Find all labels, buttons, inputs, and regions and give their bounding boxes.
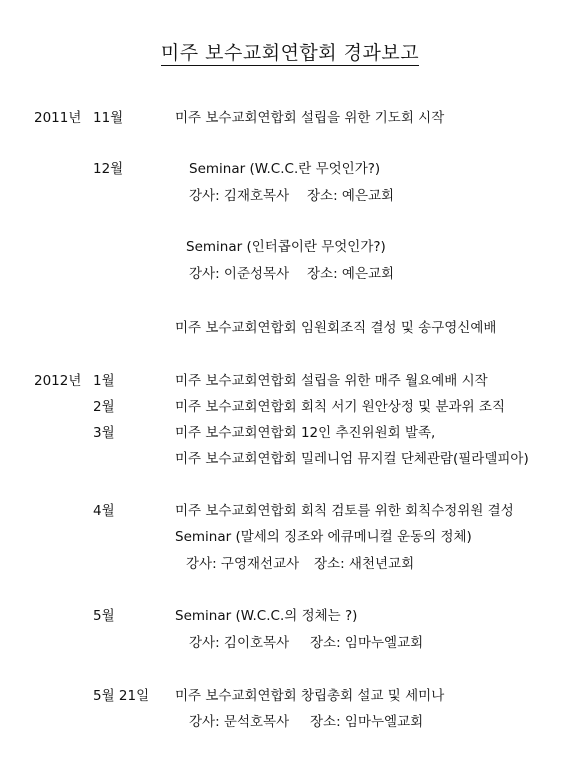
entry-text-continued: Seminar (말세의 징조와 에큐메니컬 운동의 정체) [175, 529, 472, 545]
month-label: 3월 [93, 425, 115, 441]
entry-text: Seminar (인터콥이란 무엇인가?) [186, 239, 386, 255]
entry-text: Seminar (W.C.C.란 무엇인가?) [189, 161, 381, 177]
month-label: 1월 [93, 373, 115, 389]
entry-text: 미주 보수교회연합회 설립을 위한 매주 월요예배 시작 [175, 373, 488, 389]
month-label: 2월 [93, 399, 115, 415]
month-label: 5월 [93, 608, 115, 624]
lecturer-text: 강사: 김이호목사 [189, 635, 290, 651]
entry-text: 미주 보수교회연합회 회칙 서기 원안상정 및 분과위 조직 [175, 399, 505, 415]
venue-text: 장소: 예은교회 [307, 188, 395, 204]
lecturer-text: 강사: 김재호목사 [189, 188, 290, 204]
entry-text: 미주 보수교회연합회 12인 추진위원회 발족, [175, 425, 436, 441]
document-title: 미주 보수교회연합회 경과보고 [160, 42, 420, 64]
entry-text: Seminar (W.C.C.의 정체는 ?) [175, 608, 358, 624]
venue-text: 장소: 새천년교회 [314, 556, 415, 572]
month-label: 5월 21일 [93, 688, 150, 704]
year-label: 2011년 [34, 110, 82, 126]
entry-text: 미주 보수교회연합회 임원회조직 결성 및 송구영신예배 [175, 320, 497, 336]
entry-text: 미주 보수교회연합회 설립을 위한 기도회 시작 [175, 110, 445, 126]
month-label: 12월 [93, 161, 124, 177]
venue-text: 장소: 예은교회 [307, 266, 395, 282]
lecturer-text: 강사: 문석호목사 [189, 714, 290, 730]
entry-text: 미주 보수교회연합회 회칙 검토를 위한 회칙수정위원 결성 [175, 503, 514, 519]
month-label: 4월 [93, 503, 115, 519]
lecturer-text: 강사: 이준성목사 [189, 266, 290, 282]
year-label: 2012년 [34, 373, 82, 389]
entry-text: 미주 보수교회연합회 창립총회 설교 및 세미나 [175, 688, 445, 704]
lecturer-text: 강사: 구영재선교사 [186, 556, 300, 572]
month-label: 11월 [93, 110, 124, 126]
entry-text-continued: 미주 보수교회연합회 밀레니엄 뮤지컬 단체관람(필라델피아) [175, 451, 529, 467]
venue-text: 장소: 임마누엘교회 [310, 635, 424, 651]
venue-text: 장소: 임마누엘교회 [310, 714, 424, 730]
